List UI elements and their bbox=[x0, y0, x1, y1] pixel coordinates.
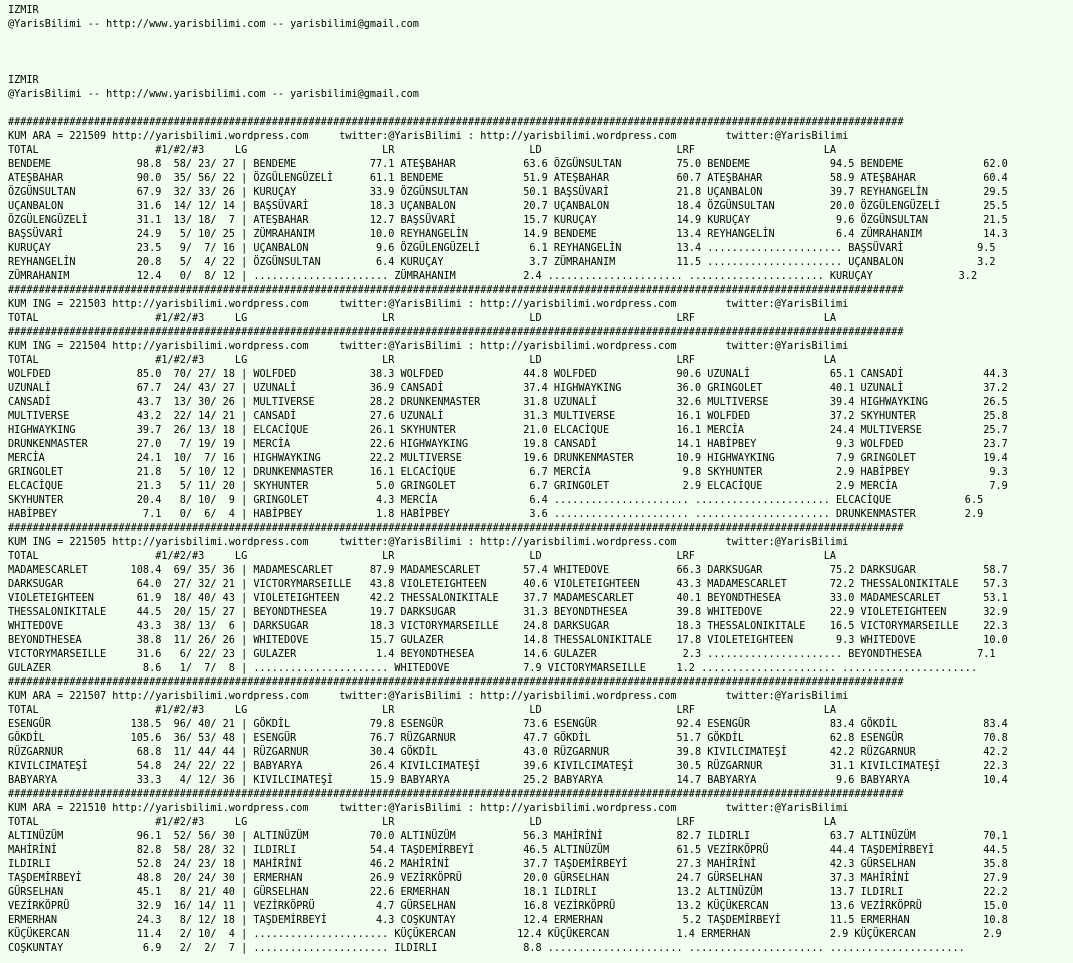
separator-line: ################################################################################################################################################## bbox=[8, 677, 904, 688]
result-row: DARKSUGAR 64.0 27/ 32/ 21 | VICTORYMARSEILLE 43.8 VIOLETEIGHTEEN 40.6 VIOLETEIGHTEEN 43.3 MADAMESCARLET 72.2 THESSALONIKITALE 57.3 bbox=[8, 579, 1008, 590]
result-row: GÖKDİL 105.6 36/ 53/ 48 | ESENGÜR 76.7 RÜZGARNUR 47.7 GÖKDİL 51.7 GÖKDİL 62.8 ESENGÜR 70.8 bbox=[8, 733, 1008, 744]
column-header-line: TOTAL #1/#2/#3 LG LR LD LRF LA bbox=[8, 705, 837, 716]
result-row: VEZİRKÖPRÜ 32.9 16/ 14/ 11 | VEZİRKÖPRÜ 4.7 GÜRSELHAN 16.8 VEZİRKÖPRÜ 13.2 KÜÇÜKERCAN 13.6 VEZİRKÖPRÜ 15.0 bbox=[8, 901, 1008, 912]
result-row: THESSALONIKITALE 44.5 20/ 15/ 27 | BEYONDTHESEA 19.7 DARKSUGAR 31.3 BEYONDTHESEA 39.8 WHITEDOVE 22.9 VIOLETEIGHTEEN 32.9 bbox=[8, 607, 1008, 618]
result-row: HIGHWAYKING 39.7 26/ 13/ 18 | ELCACİQUE 26.1 SKYHUNTER 21.0 ELCACİQUE 16.1 MERCİA 24.4 MULTIVERSE 25.7 bbox=[8, 425, 1008, 436]
result-row: ERMERHAN 24.3 8/ 12/ 18 | TAŞDEMİRBEYİ 4.3 COŞKUNTAY 12.4 ERMERHAN 5.2 TAŞDEMİRBEYİ 11.5 ERMERHAN 10.8 bbox=[8, 915, 1008, 926]
result-row: ILDIRLI 52.8 24/ 23/ 18 | MAHİRİNİ 46.2 MAHİRİNİ 37.7 TAŞDEMİRBEYİ 27.3 MAHİRİNİ 42.3 GÜRSELHAN 35.8 bbox=[8, 859, 1008, 870]
result-row: ESENGÜR 138.5 96/ 40/ 21 | GÖKDİL 79.8 ESENGÜR 73.6 ESENGÜR 92.4 ESENGÜR 83.4 GÖKDİL 83.4 bbox=[8, 719, 1008, 730]
contact-line: @YarisBilimi -- http://www.yarisbilimi.com -- yarisbilimi@gmail.com bbox=[8, 89, 419, 100]
result-row: KÜÇÜKERCAN 11.4 2/ 10/ 4 | ...................... KÜÇÜKERCAN 12.4 KÜÇÜKERCAN 1.4 ERMERHAN 2.9 KÜÇÜKERCAN 2.9 bbox=[8, 929, 1002, 940]
contact-line: @YarisBilimi -- http://www.yarisbilimi.com -- yarisbilimi@gmail.com bbox=[8, 19, 419, 30]
result-row: BABYARYA 33.3 4/ 12/ 36 | KIVILCIMATEŞİ 15.9 BABYARYA 25.2 BABYARYA 14.7 BABYARYA 9.6 BABYARYA 10.4 bbox=[8, 775, 1008, 786]
blank-line bbox=[8, 32, 1073, 46]
result-row: UÇANBALON 31.6 14/ 12/ 14 | BAŞSÜVARİ 18.3 UÇANBALON 20.7 UÇANBALON 18.4 ÖZGÜNSULTAN 20.0 ÖZGÜLENGÜZELİ 25.5 bbox=[8, 201, 1008, 212]
separator-line: ################################################################################################################################################## bbox=[8, 117, 904, 128]
result-row: ELCACİQUE 21.3 5/ 11/ 20 | SKYHUNTER 5.0 GRINGOLET 6.7 GRINGOLET 2.9 ELCACİQUE 2.9 MERCİA 7.9 bbox=[8, 481, 1008, 492]
result-row: ZÜMRAHANIM 12.4 0/ 8/ 12 | ...................... ZÜMRAHANIM 2.4 ...................... ...................... KURUÇAY 3.2 bbox=[8, 271, 978, 282]
race-header-line: KUM ING = 221503 http://yarisbilimi.wordpress.com twitter:@YarisBilimi : http://yarisbilimi.wordpress.com twitter:@YarisBilimi bbox=[8, 299, 849, 310]
result-row: COŞKUNTAY 6.9 2/ 2/ 7 | ...................... ILDIRLI 8.8 ...................... ...................... ...................... bbox=[8, 943, 965, 954]
race-header-line: KUM ARA = 221510 http://yarisbilimi.wordpress.com twitter:@YarisBilimi : http://yarisbilimi.wordpress.com twitter:@YarisBilimi bbox=[8, 803, 849, 814]
result-row: BENDEME 98.8 58/ 23/ 27 | BENDEME 77.1 ATEŞBAHAR 63.6 ÖZGÜNSULTAN 75.0 BENDEME 94.5 BENDEME 62.0 bbox=[8, 159, 1008, 170]
separator-line: ################################################################################################################################################## bbox=[8, 285, 904, 296]
result-row: MULTIVERSE 43.2 22/ 14/ 21 | CANSADİ 27.6 UZUNALİ 31.3 MULTIVERSE 16.1 WOLFDED 37.2 SKYHUNTER 25.8 bbox=[8, 411, 1008, 422]
result-row: GÜRSELHAN 45.1 8/ 21/ 40 | GÜRSELHAN 22.6 ERMERHAN 18.1 ILDIRLI 13.2 ALTINÜZÜM 13.7 ILDIRLI 22.2 bbox=[8, 887, 1008, 898]
column-header-line: TOTAL #1/#2/#3 LG LR LD LRF LA bbox=[8, 551, 837, 562]
result-row: WHITEDOVE 43.3 38/ 13/ 6 | DARKSUGAR 18.3 VICTORYMARSEILLE 24.8 DARKSUGAR 18.3 THESSALONIKITALE 16.5 VICTORYMARSEILLE 22.3 bbox=[8, 621, 1008, 632]
result-row: BEYONDTHESEA 38.8 11/ 26/ 26 | WHITEDOVE 15.7 GULAZER 14.8 THESSALONIKITALE 17.8 VIOLETEIGHTEEN 9.3 WHITEDOVE 10.0 bbox=[8, 635, 1008, 646]
result-row: HABİPBEY 7.1 0/ 6/ 4 | HABİPBEY 1.8 HABİPBEY 3.6 ...................... ...................... DRUNKENMASTER 2.9 bbox=[8, 509, 984, 520]
separator-line: ################################################################################################################################################## bbox=[8, 523, 904, 534]
result-row: ATEŞBAHAR 90.0 35/ 56/ 22 | ÖZGÜLENGÜZELİ 61.1 BENDEME 51.9 ATEŞBAHAR 60.7 ATEŞBAHAR 58.9 ATEŞBAHAR 60.4 bbox=[8, 173, 1008, 184]
result-row: GULAZER 8.6 1/ 7/ 8 | ...................... WHITEDOVE 7.9 VICTORYMARSEILLE 1.2 ...................... ...................... bbox=[8, 663, 978, 674]
result-row: WOLFDED 85.0 70/ 27/ 18 | WOLFDED 38.3 WOLFDED 44.8 WOLFDED 90.6 UZUNALİ 65.1 CANSADİ 44.3 bbox=[8, 369, 1008, 380]
result-row: MADAMESCARLET 108.4 69/ 35/ 36 | MADAMESCARLET 87.9 MADAMESCARLET 57.4 WHITEDOVE 66.3 DARKSUGAR 75.2 DARKSUGAR 58.7 bbox=[8, 565, 1008, 576]
city-title: IZMIR bbox=[8, 75, 39, 86]
result-row: SKYHUNTER 20.4 8/ 10/ 9 | GRINGOLET 4.3 MERCİA 6.4 ...................... ...................... ELCACİQUE 6.5 bbox=[8, 495, 984, 506]
result-row: VIOLETEIGHTEEN 61.9 18/ 40/ 43 | VIOLETEIGHTEEN 42.2 THESSALONIKITALE 37.7 MADAMESCARLET 40.1 BEYONDTHESEA 33.0 MADAMESCARLET 53.1 bbox=[8, 593, 1008, 604]
result-row: MAHİRİNİ 82.8 58/ 28/ 32 | ILDIRLI 54.4 TAŞDEMİRBEYİ 46.5 ALTINÜZÜM 61.5 VEZİRKÖPRÜ 44.4 TAŞDEMİRBEYİ 44.5 bbox=[8, 845, 1008, 856]
result-row: VICTORYMARSEILLE 31.6 6/ 22/ 23 | GULAZER 1.4 BEYONDTHESEA 14.6 GULAZER 2.3 ...................... BEYONDTHESEA 7.1 bbox=[8, 649, 996, 660]
city-title: IZMIR bbox=[8, 5, 39, 16]
result-row: RÜZGARNUR 68.8 11/ 44/ 44 | RÜZGARNUR 30.4 GÖKDİL 43.0 RÜZGARNUR 39.8 KIVILCIMATEŞİ 42.2 RÜZGARNUR 42.2 bbox=[8, 747, 1008, 758]
race-header-line: KUM ING = 221505 http://yarisbilimi.wordpress.com twitter:@YarisBilimi : http://yarisbilimi.wordpress.com twitter:@YarisBilimi bbox=[8, 537, 849, 548]
result-row: UZUNALİ 67.7 24/ 43/ 27 | UZUNALİ 36.9 CANSADİ 37.4 HIGHWAYKING 36.0 GRINGOLET 40.1 UZUNALİ 37.2 bbox=[8, 383, 1008, 394]
result-row: BAŞSÜVARİ 24.9 5/ 10/ 25 | ZÜMRAHANIM 10.0 REYHANGELİN 14.9 BENDEME 13.4 REYHANGELİN 6.4 ZÜMRAHANIM 14.3 bbox=[8, 229, 1008, 240]
result-row: GRINGOLET 21.8 5/ 10/ 12 | DRUNKENMASTER 16.1 ELCACİQUE 6.7 MERCİA 9.8 SKYHUNTER 2.9 HABİPBEY 9.3 bbox=[8, 467, 1008, 478]
blank-line bbox=[8, 46, 1073, 60]
result-row: DRUNKENMASTER 27.0 7/ 19/ 19 | MERCİA 22.6 HIGHWAYKING 19.8 CANSADİ 14.1 HABİPBEY 9.3 WOLFDED 23.7 bbox=[8, 439, 1008, 450]
result-row: ALTINÜZÜM 96.1 52/ 56/ 30 | ALTINÜZÜM 70.0 ALTINÜZÜM 56.3 MAHİRİNİ 82.7 ILDIRLI 63.7 ALTINÜZÜM 70.1 bbox=[8, 831, 1008, 842]
result-row: REYHANGELİN 20.8 5/ 4/ 22 | ÖZGÜNSULTAN 6.4 KURUÇAY 3.7 ZÜMRAHANIM 11.5 ...................... UÇANBALON 3.2 bbox=[8, 257, 996, 268]
column-header-line: TOTAL #1/#2/#3 LG LR LD LRF LA bbox=[8, 817, 837, 828]
race-header-line: KUM ING = 221504 http://yarisbilimi.wordpress.com twitter:@YarisBilimi : http://yarisbilimi.wordpress.com twitter:@YarisBilimi bbox=[8, 341, 849, 352]
blank-line bbox=[8, 102, 1073, 116]
result-row: ÖZGÜLENGÜZELİ 31.1 13/ 18/ 7 | ATEŞBAHAR 12.7 BAŞSÜVARİ 15.7 KURUÇAY 14.9 KURUÇAY 9.6 ÖZGÜNSULTAN 21.5 bbox=[8, 215, 1008, 226]
result-row: TAŞDEMİRBEYİ 48.8 20/ 24/ 30 | ERMERHAN 26.9 VEZİRKÖPRÜ 20.0 GÜRSELHAN 24.7 GÜRSELHAN 37.3 MAHİRİNİ 27.9 bbox=[8, 873, 1008, 884]
result-row: ÖZGÜNSULTAN 67.9 32/ 33/ 26 | KURUÇAY 33.9 ÖZGÜNSULTAN 50.1 BAŞSÜVARİ 21.8 UÇANBALON 39.7 REYHANGELİN 29.5 bbox=[8, 187, 1008, 198]
column-header-line: TOTAL #1/#2/#3 LG LR LD LRF LA bbox=[8, 313, 837, 324]
blank-line bbox=[8, 60, 1073, 74]
result-row: KIVILCIMATEŞİ 54.8 24/ 22/ 22 | BABYARYA 26.4 KIVILCIMATEŞİ 39.6 KIVILCIMATEŞİ 30.5 RÜZGARNUR 31.1 KIVILCIMATEŞİ 22.3 bbox=[8, 761, 1008, 772]
separator-line: ################################################################################################################################################## bbox=[8, 789, 904, 800]
separator-line: ################################################################################################################################################## bbox=[8, 327, 904, 338]
column-header-line: TOTAL #1/#2/#3 LG LR LD LRF LA bbox=[8, 355, 837, 366]
race-header-line: KUM ARA = 221507 http://yarisbilimi.wordpress.com twitter:@YarisBilimi : http://yarisbilimi.wordpress.com twitter:@YarisBilimi bbox=[8, 691, 849, 702]
race-header-line: KUM ARA = 221509 http://yarisbilimi.wordpress.com twitter:@YarisBilimi : http://yarisbilimi.wordpress.com twitter:@YarisBilimi bbox=[8, 131, 849, 142]
column-header-line: TOTAL #1/#2/#3 LG LR LD LRF LA bbox=[8, 145, 837, 156]
result-row: KURUÇAY 23.5 9/ 7/ 16 | UÇANBALON 9.6 ÖZGÜLENGÜZELİ 6.1 REYHANGELİN 13.4 ...................... BAŞSÜVARİ 9.5 bbox=[8, 243, 996, 254]
result-row: MERCİA 24.1 10/ 7/ 16 | HIGHWAYKING 22.2 MULTIVERSE 19.6 DRUNKENMASTER 10.9 HIGHWAYKING 7.9 GRINGOLET 19.4 bbox=[8, 453, 1008, 464]
result-row: CANSADİ 43.7 13/ 30/ 26 | MULTIVERSE 28.2 DRUNKENMASTER 31.8 UZUNALİ 32.6 MULTIVERSE 39.4 HIGHWAYKING 26.5 bbox=[8, 397, 1008, 408]
